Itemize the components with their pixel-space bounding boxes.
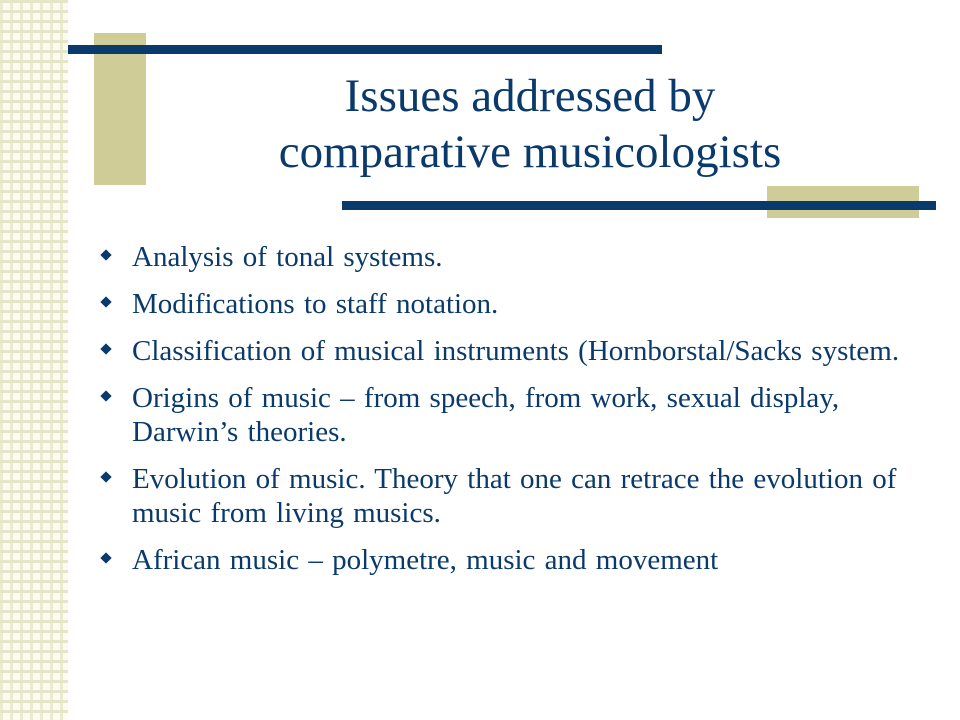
bullet-item bbox=[100, 240, 930, 274]
diamond-bullet-icon bbox=[100, 472, 111, 483]
diamond-bullet-icon bbox=[100, 391, 111, 402]
bullet-text: Evolution of music. Theory that one can retrace the evolution of music from living musics. bbox=[132, 463, 897, 529]
diamond-bullet-icon bbox=[100, 297, 111, 308]
bullet-list bbox=[100, 240, 930, 590]
bullet-item bbox=[100, 381, 930, 449]
diamond-bullet-icon bbox=[100, 553, 111, 564]
bullet-item bbox=[100, 462, 930, 530]
decorative-bar-top bbox=[68, 45, 662, 54]
decorative-bar-bottom bbox=[342, 201, 936, 210]
bullet-text: Origins of music – from speech, from work, sexual display, Darwin’s theories. bbox=[132, 382, 840, 448]
slide-title-line-1: Issues addressed by bbox=[344, 70, 716, 122]
bullet-item bbox=[100, 543, 930, 577]
bullet-text: Classification of musical instruments (Hornborstal/Sacks system. bbox=[132, 335, 900, 367]
slide-title-line-2: comparative musicologists bbox=[278, 126, 782, 178]
bullet-text: African music – polymetre, music and movement bbox=[132, 544, 719, 576]
bullet-text: Modifications to staff notation. bbox=[132, 288, 499, 320]
bullet-item bbox=[100, 287, 930, 321]
bullet-item bbox=[100, 334, 930, 368]
diamond-bullet-icon bbox=[100, 344, 111, 355]
slide-title bbox=[160, 68, 900, 180]
bullet-text: Analysis of tonal systems. bbox=[132, 241, 443, 273]
decorative-stripes bbox=[0, 0, 68, 720]
decorative-tan-block-top bbox=[94, 33, 146, 185]
diamond-bullet-icon bbox=[100, 250, 111, 261]
